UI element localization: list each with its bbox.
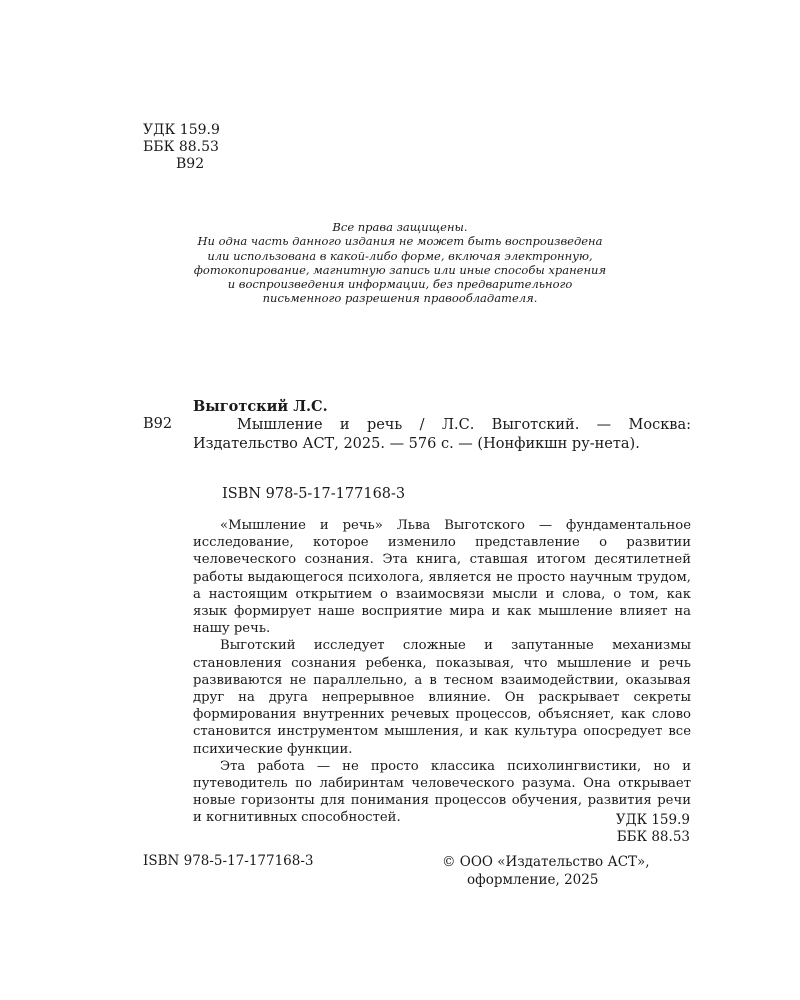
author-mark: В92 — [176, 156, 205, 172]
udk-code: УДК 159.9 — [143, 122, 220, 138]
annotation-paragraph: Эта работа — не просто классика психолингвистики, но и путеводитель по лабиринтам человеческого разума. Она открывает новые горизонты для понимания процессов обучения, развития речи и когнитивных способностей. — [193, 758, 691, 826]
bbk-code: ББК 88.53 — [143, 139, 219, 155]
rights-line: Все права защищены. — [332, 220, 468, 234]
copyright-notice — [442, 853, 650, 889]
copyright-line-2: оформление, 2025 — [467, 872, 599, 888]
rights-line: письменного разрешения правообладателя. — [262, 291, 538, 306]
entry-author-mark: В92 — [143, 416, 173, 432]
copyright-line-1: © ООО «Издательство АСТ», — [442, 854, 650, 870]
rights-line: и воспроизведения информации, без предварительного — [227, 277, 573, 292]
description-text: Мышление и речь / Л.С. Выготский. — Москва: Издательство АСТ, 2025. — 576 с. — (Нонфикшн ру-нета). — [193, 417, 691, 452]
classification-block-top — [143, 122, 220, 173]
rights-line: фотокопирование, магнитную запись или иные способы хранения — [193, 262, 607, 277]
rights-line: Ни одна часть данного издания не может быть воспроизведена — [197, 234, 603, 249]
entry-isbn: ISBN 978-5-17-177168-3 — [222, 486, 406, 502]
bibliographic-description — [193, 416, 691, 454]
bbk-code-bottom: ББК 88.53 — [616, 828, 690, 845]
udk-code-bottom: УДК 159.9 — [615, 812, 690, 828]
annotation-paragraph: Выготский исследует сложные и запутанные механизмы становления сознания ребенка, показывая, что мышление и речь развиваются не параллельно, а в тесном взаимодействии, оказывая друг на друга непрерывное влияние. Он раскрывает секреты формирования внутренних речевых процессов, объясняет, как слово становится инструментом мышления, и как культура опосредует все психические функции. — [193, 638, 691, 757]
rights-line: или использована в какой-либо форме, включая электронную, — [207, 248, 593, 263]
annotation-paragraph: «Мышление и речь» Льва Выготского — фундаментальное исследование, которое изменило представление о развитии человеческого сознания. Эта книга, ставшая итогом десятилетней работы выдающегося психолога, является не просто научным трудом, а настоящим открытием о взаимосвязи мысли и слова, о том, как язык формирует наше восприятие мира и как мышление влияет на нашу речь. — [193, 518, 691, 637]
footer-isbn: ISBN 978-5-17-177168-3 — [143, 853, 314, 869]
annotation — [193, 517, 691, 827]
classification-block-bottom — [616, 812, 690, 845]
rights-notice — [170, 220, 630, 306]
author-heading: Выготский Л.С. — [193, 398, 328, 415]
